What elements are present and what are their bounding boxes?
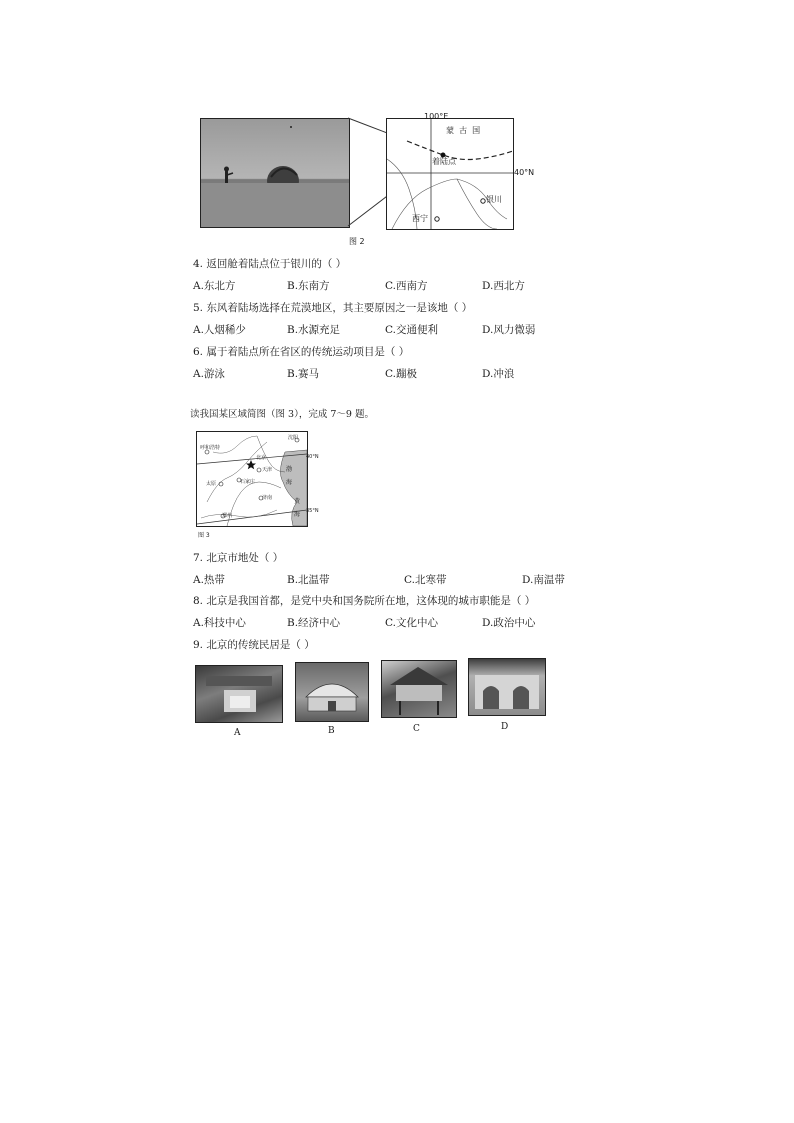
question-6-option-b[interactable]: B.赛马 xyxy=(287,368,320,380)
photo-option-a-courtyard[interactable] xyxy=(195,665,283,723)
question-8-option-b[interactable]: B.经济中心 xyxy=(287,617,341,629)
question-4-option-a[interactable]: A.东北方 xyxy=(193,280,236,292)
map-landing-label: 着陆点 xyxy=(432,157,456,166)
yurt-drawing xyxy=(296,663,368,721)
fig3-label-lat2: 35°N xyxy=(306,508,319,514)
question-8-stem: 8. 北京是我国首都，是党中央和国务院所在地，这体现的城市职能是（ ） xyxy=(193,595,536,607)
photo-option-d-cave-dwelling[interactable] xyxy=(468,658,546,716)
question-4-option-c[interactable]: C.西南方 xyxy=(385,280,428,292)
question-7-option-c[interactable]: C.北寒带 xyxy=(404,574,447,586)
fig3-label-zhengzhou: 郑州 xyxy=(222,513,233,519)
question-8-option-a[interactable]: A.科技中心 xyxy=(193,617,246,629)
question-7-option-d[interactable]: D.南温带 xyxy=(522,574,565,586)
question-6-stem: 6. 属于着陆点所在省区的传统运动项目是（ ） xyxy=(193,346,410,358)
figure3-caption: 图 3 xyxy=(198,532,210,539)
fig3-label-bo: 渤 xyxy=(286,466,293,473)
question-7-option-a[interactable]: A.热带 xyxy=(193,574,225,586)
question-5-option-d[interactable]: D.风力微弱 xyxy=(482,324,536,336)
photo-label-a: A xyxy=(234,728,241,738)
question-5-option-c[interactable]: C.交通便利 xyxy=(385,324,438,336)
map-country-label: 蒙 古 国 xyxy=(446,126,481,135)
fig3-label-hohhot: 呼和浩特 xyxy=(200,445,221,451)
question-4-option-d[interactable]: D.西北方 xyxy=(482,280,525,292)
section-intro: 读我国某区域简图（图 3），完成 7～9 题。 xyxy=(190,409,374,420)
photo-label-c: C xyxy=(413,724,420,734)
fig3-label-jinan: 济南 xyxy=(262,495,273,501)
question-6-option-c[interactable]: C.蹦极 xyxy=(385,368,417,380)
question-5-option-b[interactable]: B.水源充足 xyxy=(287,324,341,336)
photo-option-c-stilt-house[interactable] xyxy=(381,660,457,718)
fig3-label-huang: 黄 xyxy=(294,498,301,505)
map-city-xining: 西宁 xyxy=(412,214,428,223)
photo-option-b-yurt[interactable] xyxy=(295,662,369,722)
courtyard-drawing xyxy=(196,666,282,722)
fig3-label-taiyuan: 太原 xyxy=(206,481,217,487)
capsule-scene-drawing xyxy=(201,119,349,227)
fig3-label-beijing: 北京 xyxy=(256,455,267,461)
map-lon-label: 100°E xyxy=(424,112,449,121)
fig3-label-shijiazhuang: 石家庄 xyxy=(240,479,256,485)
question-4-stem: 4. 返回舱着陆点位于银川的（ ） xyxy=(193,258,347,270)
question-7-stem: 7. 北京市地处（ ） xyxy=(193,552,284,564)
fig3-label-shenyang: 沈阳 xyxy=(288,435,299,441)
fig3-label-hai: 海 xyxy=(286,479,293,486)
figure2-caption: 图 2 xyxy=(349,237,365,246)
fig3-label-tianjin: 天津 xyxy=(262,467,273,473)
question-8-option-c[interactable]: C.文化中心 xyxy=(385,617,438,629)
fig3-label-lat1: 40°N xyxy=(306,454,319,460)
map-lat-label: 40°N xyxy=(514,168,535,177)
photo-label-b: B xyxy=(328,726,335,736)
map-city-yinchuan: 银川 xyxy=(486,195,502,204)
landing-capsule-photo xyxy=(200,118,350,228)
question-5-option-a[interactable]: A.人烟稀少 xyxy=(193,324,246,336)
stilt-house-drawing xyxy=(382,661,456,717)
cave-dwelling-drawing xyxy=(469,659,545,715)
question-6-option-d[interactable]: D.冲浪 xyxy=(482,368,515,380)
question-4-option-b[interactable]: B.东南方 xyxy=(287,280,330,292)
question-7-option-b[interactable]: B.北温带 xyxy=(287,574,330,586)
fig3-label-hai2: 海 xyxy=(294,511,301,518)
question-6-option-a[interactable]: A.游泳 xyxy=(193,368,225,380)
question-8-option-d[interactable]: D.政治中心 xyxy=(482,617,536,629)
photo-label-d: D xyxy=(501,722,509,732)
question-5-stem: 5. 东风着陆场选择在荒漠地区，其主要原因之一是该地（ ） xyxy=(193,302,473,314)
question-9-stem: 9. 北京的传统民居是（ ） xyxy=(193,639,315,651)
